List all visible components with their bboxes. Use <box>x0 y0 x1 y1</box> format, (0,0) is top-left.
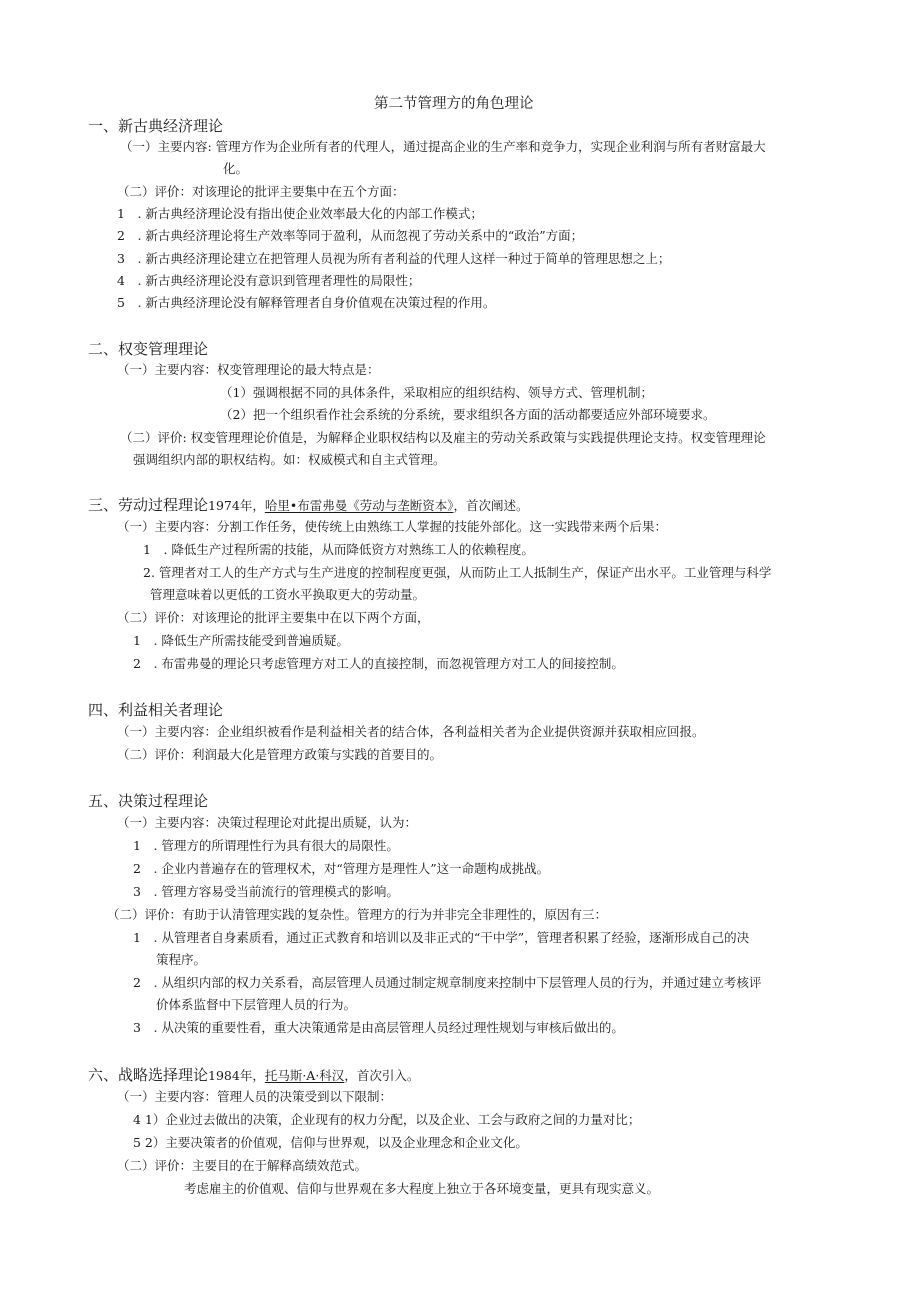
list-item: 4 1）企业过去做出的决策，企业现有的权力分配，以及企业、工会与政府之间的力量对比； <box>133 1112 641 1127</box>
page-title: 第二节管理方的角色理论 <box>374 96 534 112</box>
section-3-evaluation: （二）评价：对该理论的批评主要集中在以下两个方面， <box>117 610 430 625</box>
list-item: 1 . 管理方的所谓理性行为具有很大的局限性。 <box>133 838 399 853</box>
section-5-content: （一）主要内容：决策过程理论对此提出质疑，认为： <box>117 815 418 830</box>
list-item: 2 . 新古典经济理论将生产效率等同于盈利，从而忽视了劳动关系中的“政治”方面； <box>117 228 584 243</box>
list-item: 5 2）主要决策者的价值观，信仰与世界观，以及企业理念和企业文化。 <box>133 1135 528 1150</box>
section-3-content: （一）主要内容：分割工作任务，使传统上由熟练工人掌握的技能外部化。这一实践带来两个后果： <box>117 519 668 534</box>
section-6-evaluation: （二）评价：主要目的在于解释高绩效范式。 <box>117 1158 368 1173</box>
list-item: 3 . 从决策的重要性看，重大决策通常是由高层管理人员经过理性规划与审核后做出的。 <box>133 1020 624 1035</box>
list-item: （2）把一个组织看作社会系统的分系统，要求组织各方面的活动都要适应外部环境要求。 <box>220 407 716 422</box>
list-item: 1 . 从管理者自身素质看，通过正式教育和培训以及非正式的“干中学”，管理者积累了经验，逐渐形成自己的决 <box>133 930 750 945</box>
section-2-evaluation-cont: 强调组织内部的职权结构。如：权威模式和自主式管理。 <box>133 452 446 467</box>
section-6-note: 考虑雇主的价值观、信仰与世界观在多大程度上独立于各环境变量，更具有现实意义。 <box>184 1181 660 1196</box>
section-2-evaluation: （二）评价: 权变管理理论价值是，为解释企业职权结构以及雇主的劳动关系政策与实践提供理论支持。权变管理理论 <box>120 430 766 445</box>
section-4-heading: 四、利益相关者理论 <box>88 701 224 719</box>
list-item: 1 . 新古典经济理论没有指出使企业效率最大化的内部工作模式； <box>117 206 483 221</box>
list-item-cont: 策程序。 <box>156 952 207 967</box>
section-4-evaluation: （二）评价：利润最大化是管理方政策与实践的首要目的。 <box>117 747 443 762</box>
section-5-heading: 五、决策过程理论 <box>88 792 209 810</box>
section-5-evaluation: （二）评价：有助于认清管理实践的复杂性。管理方的行为并非完全非理性的，原因有三： <box>107 907 608 922</box>
section-6-heading-tail: ，首次引入。 <box>344 1068 420 1083</box>
section-1-content-cont: 化。 <box>223 161 249 176</box>
section-1-evaluation: （二）评价：对该理论的批评主要集中在五个方面： <box>117 184 405 199</box>
section-6-reference: 托马斯·A·科汉 <box>264 1068 345 1083</box>
list-item: 2 . 企业内普遍存在的管理权术，对“管理方是理性人”这一命题构成挑战。 <box>133 861 550 876</box>
list-item: 1 . 降低生产过程所需的技能，从而降低资方对熟练工人的依赖程度。 <box>143 542 534 557</box>
section-6-heading: 六、战略选择理论 <box>88 1066 209 1084</box>
section-1-content: （一）主要内容: 管理方作为企业所有者的代理人，通过提高企业的生产率和竞争力，实现企业利润与所有者财富最大 <box>120 139 766 154</box>
list-item: 2. 管理者对工人的生产方式与生产进度的控制程度更强，从而防止工人抵制生产，保证产出水平。工业管理与科学 <box>143 565 772 580</box>
section-3-heading-tail: ，首次阐述。 <box>453 498 529 513</box>
list-item: （1）强调根据不同的具体条件，采取相应的组织结构、领导方式、管理机制； <box>220 385 653 400</box>
list-item: 3 . 管理方容易受当前流行的管理模式的影响。 <box>133 884 399 899</box>
list-item-cont: 价体系监督中下层管理人员的行为。 <box>156 997 357 1012</box>
section-3-heading-line <box>88 496 528 514</box>
list-item: 3 . 新古典经济理论建立在把管理人员视为所有者利益的代理人这样一种过于简单的管理思想之上； <box>117 251 671 266</box>
list-item: 1 . 降低生产所需技能受到普遍质疑。 <box>133 633 349 648</box>
section-6-year: 1984年， <box>208 1068 265 1083</box>
list-item: 5 . 新古典经济理论没有解释管理者自身价值观在决策过程的作用。 <box>117 295 496 310</box>
list-item: 2 . 布雷弗曼的理论只考虑管理方对工人的直接控制，而忽视管理方对工人的间接控制。 <box>133 656 624 671</box>
section-3-year: 1974年， <box>208 498 265 513</box>
section-3-heading: 三、劳动过程理论 <box>88 496 209 514</box>
section-2-heading: 二、权变管理理论 <box>88 340 209 358</box>
list-item-cont: 管理意味着以更低的工资水平换取更大的劳动量。 <box>150 587 426 602</box>
section-1-heading: 一、新古典经济理论 <box>88 117 224 135</box>
section-2-content: （一）主要内容：权变管理理论的最大特点是： <box>117 362 380 377</box>
section-6-content: （一）主要内容：管理人员的决策受到以下限制： <box>117 1089 393 1104</box>
section-3-reference: 哈里•布雷弗曼《劳动与垄断资本》 <box>264 498 454 513</box>
section-4-content: （一）主要内容：企业组织被看作是利益相关者的结合体，各利益相关者为企业提供资源并获取相应回报。 <box>117 724 705 739</box>
list-item: 2 . 从组织内部的权力关系看，高层管理人员通过制定规章制度来控制中下层管理人员的行为，并通过建立考核评 <box>133 975 762 990</box>
section-6-heading-line <box>88 1066 419 1084</box>
list-item: 4 . 新古典经济理论没有意识到管理者理性的局限性； <box>117 273 421 288</box>
